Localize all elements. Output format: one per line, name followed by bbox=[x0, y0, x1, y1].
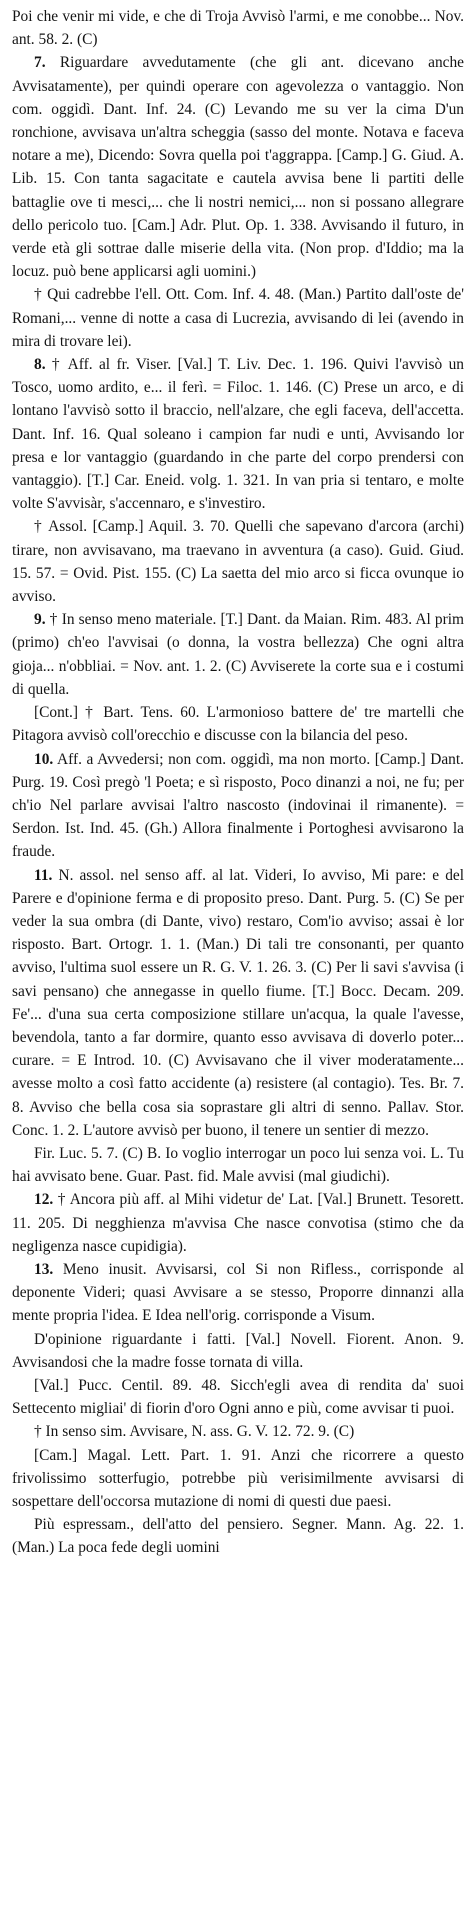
entry-subsense: † Qui cadrebbe l'ell. Ott. Com. Inf. 4. 48. (Man.) Partito dall'oste de' Romani,... venne di notte a casa di Lucrezia, avvisando di lei (avendo in mira di trovare lei). bbox=[12, 286, 464, 350]
entry-subsense: † Assol. [Camp.] Aquil. 3. 70. Quelli che sapevano d'arcora (archi) tirare, non avvisavano, ma traevano in avventura (a caso). Guid. Giud. 15. 57. = Ovid. Pist. 155. (C) La saetta del mio arco si ficca ovunque io avviso. bbox=[12, 518, 464, 606]
entry-sense-8: 8. † Aff. al fr. Viser. [Val.] T. Liv. Dec. 1. 196. Quivi l'avvisò un Tosco, uomo ardito, e... il ferì. = Filoc. 1. 146. (C) Prese un arco, e di lontano l'avvisò sotto il braccio, nell'alzare, che egli faceva, dell'accetta. Dant. Inf. 16. Qual soleano i campion far nudi e unti, Avvisando lor presa e lor vantaggio (guardando in che parte del corpo prendersi con vantaggio). [T.] Car. Eneid. volg. 1. 321. In van pria si tentaro, e molte volte S'avvisàr, s'accennaro, e s'investiro. bbox=[12, 356, 464, 513]
entry-subsense: [Cam.] Magal. Lett. Part. 1. 91. Anzi che ricorrere a questo frivolissimo sotterfugio, potrebbe più verisimilmente avvisarsi di sospettare dell'occorsa mutazione di nomi di questi due paesi. bbox=[12, 1446, 464, 1510]
entry-sense-9: 9. † In senso meno materiale. [T.] Dant. da Maian. Rim. 483. Al prim (primo) ch'eo l'avvisai (o donna, la vostra bellezza) Che ogni altra gioja... n'obbliai. = Nov. ant. 1. 2. (C) Avviserete la corte sua e i costumi di quella. bbox=[12, 611, 464, 698]
entry-paragraph: Poi che venir mi vide, e che di Troja Avvisò l'armi, e me conobbe... Nov. ant. 58. 2. (C) bbox=[12, 8, 464, 49]
entry-sense-11: 11. N. assol. nel senso aff. al lat. Videri, Io avviso, Mi pare: e del Parere e d'opinione ferma e di proposito preso. Dant. Purg. 5. (C) Se per veder la sua ombra (di Dante, vivo) restaro, Com'io avviso; assai è lor risposto. Bart. Ortogr. 1. 1. (Man.) Di tali tre consonanti, per quanto avviso, l'ultima suol essere un R. G. V. 1. 26. 3. (C) Per li savi s'avvisa (i savi pensano) che annegasse in quello fiume. [T.] Bocc. Decam. 209. Fe'... d'una sua certa composizione stillare un'acqua, la quale l'avesse, bevendola, tanto a far dormire, quanto esso avvisava di doverlo poter... curare. = E Introd. 10. (C) Avvisavano che il viver moderatamente... avesse molto a così fatto accidente (a) resistere (al contagio). Tes. Br. 7. 8. Avviso che bella cosa sia soprastare gli altri di senno. Pallav. Stor. Conc. 1. 2. L'autore avvisò per buono, il tenere un sentier di mezzo. bbox=[12, 866, 464, 1139]
entry-sense-10: 10. Aff. a Avvedersi; non com. oggidì, ma non morto. [Camp.] Dant. Purg. 19. Così pregò 'l Poeta; e sì risposto, Poco dinanzi a noi, ne fu; per ch'io Nel parlare avvisai l'altro nascosto (indovinai il rimanente). = Serdon. Ist. Ind. 45. (Gh.) Allora finalmente i Portoghesi avvisarono la fraude. bbox=[12, 750, 464, 861]
entry-subsense: † In senso sim. Avvisare, N. ass. G. V. 12. 72. 9. (C) bbox=[34, 1423, 355, 1441]
entry-subsense: [Val.] Pucc. Centil. 89. 48. Sicch'egli avea di rendita da' suoi Settecento migliai' di fiorin d'oro Ogni anno e più, come avvisar ti puoi. bbox=[12, 1376, 464, 1418]
entry-subsense: D'opinione riguardante i fatti. [Val.] Novell. Fiorent. Anon. 9. Avvisandosi che la madre fosse tornata di villa. bbox=[12, 1330, 464, 1371]
entry-sense-7: 7. Riguardare avvedutamente (che gli ant. dicevano anche Avvisatamente), per quindi operare con agevolezza o vantaggio. Non com. oggidì. Dant. Inf. 24. (C) Levando me su ver la cima D'un ronchione, avvisava un'altra scheggia (sasso del monte. Notava e faceva notare a me), Dicendo: Sovra quella poi t'aggrappa. [Camp.] G. Giud. A. Lib. 15. Con tanta sagacitate e cautela avvisa bene li partiti delle battaglie ove ti mesci,... che li nostri nemici,... non si possano allegrare dello pericolo tuo. [Cam.] Adr. Plut. Op. 1. 338. Avvisando il futuro, in verde età gli sottrae dalle miserie della vita. (Non prop. d'Iddio; ma la locuz. può bene applicarsi agli uomini.) bbox=[12, 54, 464, 281]
entry-sense-13: 13. Meno inusit. Avvisarsi, col Si non Rifless., corrisponde al deponente Videri; quasi Avvisare a se stesso, Proporre dinnanzi alla mente propria l'idea. E Idea nell'orig. corrisponde a Visum. bbox=[12, 1260, 464, 1325]
entry-sense-12: 12. † Ancora più aff. al Mihi videtur de' Lat. [Val.] Brunett. Tesorett. 11. 205. Di negghienza m'avvisa Che nasce convotisa (stimo che da negligenza nasce cupidigia). bbox=[12, 1191, 464, 1255]
entry-subsense: Fir. Luc. 5. 7. (C) B. Io voglio interrogar un poco lui senza voi. L. Tu hai avvisato bene. Guar. Past. fid. Male avvisi (mal giudichi). bbox=[12, 1144, 464, 1186]
entry-subsense: Più espressam., dell'atto del pensiero. Segner. Mann. Ag. 22. 1. (Man.) La poca fede degli uomini bbox=[12, 1516, 464, 1557]
entry-subsense: [Cont.] † Bart. Tens. 60. L'armonioso battere de' tre martelli che Pitagora avvisò coll'orecchio e discusse con la bilancia del peso. bbox=[12, 704, 464, 745]
